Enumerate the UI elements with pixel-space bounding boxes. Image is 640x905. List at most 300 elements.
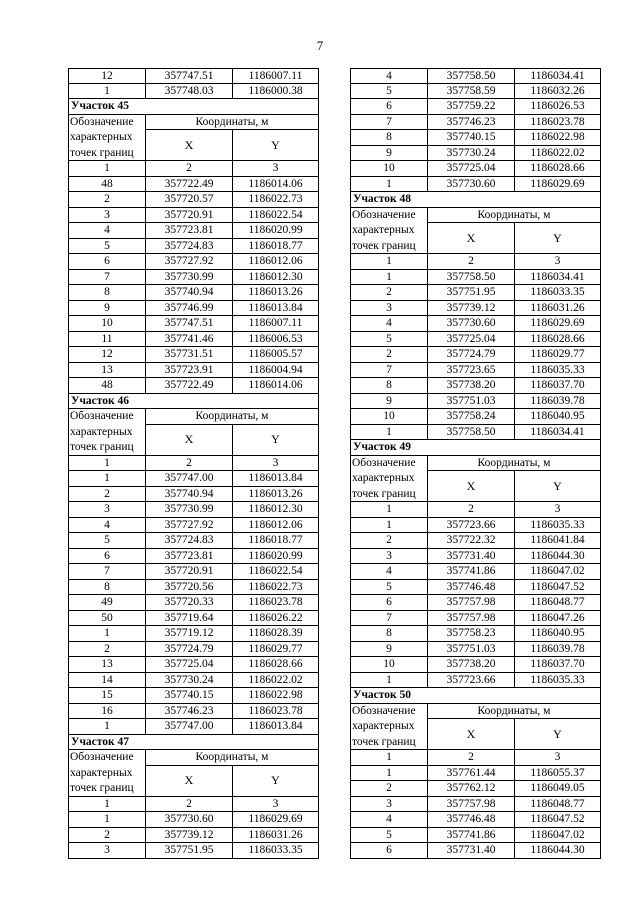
point-number: 3 bbox=[69, 208, 146, 223]
point-number: 1 bbox=[351, 518, 428, 533]
point-label-line: Обозначение bbox=[70, 751, 134, 763]
y-coordinate: 1186018.77 bbox=[248, 534, 303, 546]
table-row bbox=[68, 68, 319, 84]
table-row bbox=[68, 316, 319, 332]
point-number: 6 bbox=[351, 99, 428, 114]
point-number: 1 bbox=[351, 177, 428, 192]
x-coordinate: 357758.24 bbox=[428, 409, 515, 424]
point-number: 9 bbox=[69, 301, 146, 316]
table-row bbox=[350, 626, 601, 642]
y-coordinate: 1186039.78 bbox=[530, 642, 585, 655]
column-number: 2 bbox=[428, 254, 515, 269]
x-coordinate: 357747.00 bbox=[146, 719, 233, 734]
table-row bbox=[68, 502, 319, 518]
table-row bbox=[350, 115, 601, 131]
table-row bbox=[68, 332, 319, 348]
x-coordinate: 357725.04 bbox=[146, 657, 233, 672]
x-coordinate: 357746.48 bbox=[428, 812, 515, 827]
y-coordinate: 1186040.95 bbox=[530, 627, 585, 639]
y-coordinate: 1186047.02 bbox=[530, 828, 585, 841]
column-number-row bbox=[350, 254, 601, 270]
x-label: X bbox=[428, 223, 515, 253]
column-number: 3 bbox=[554, 751, 561, 763]
y-coordinate: 1186022.54 bbox=[248, 208, 303, 221]
point-number: 1 bbox=[351, 673, 428, 688]
table-row bbox=[350, 657, 601, 673]
x-label: X bbox=[428, 471, 515, 501]
y-coordinate: 1186035.33 bbox=[530, 673, 585, 686]
x-coordinate: 357757.98 bbox=[428, 595, 515, 610]
y-coordinate: 1186035.33 bbox=[530, 518, 585, 531]
table-row bbox=[350, 549, 601, 565]
table-row bbox=[68, 812, 319, 828]
column-number: 1 bbox=[69, 797, 146, 812]
x-coordinate: 357741.46 bbox=[146, 332, 233, 347]
point-number: 1 bbox=[69, 84, 146, 99]
y-coordinate: 1186013.84 bbox=[248, 301, 303, 314]
x-coordinate: 357739.12 bbox=[146, 828, 233, 843]
table-row bbox=[68, 84, 319, 100]
x-coordinate: 357761.44 bbox=[428, 766, 515, 781]
point-number: 4 bbox=[351, 69, 428, 83]
point-number: 8 bbox=[351, 378, 428, 393]
x-coordinate: 357730.60 bbox=[428, 177, 515, 192]
x-coordinate: 357724.83 bbox=[146, 239, 233, 254]
y-coordinate: 1186047.52 bbox=[530, 813, 585, 825]
point-number: 7 bbox=[351, 363, 428, 378]
y-coordinate: 1186022.98 bbox=[248, 689, 303, 701]
x-label: X bbox=[428, 719, 515, 749]
point-number: 3 bbox=[351, 301, 428, 316]
point-number: 48 bbox=[69, 378, 146, 393]
point-number: 4 bbox=[69, 223, 146, 238]
x-coordinate: 357746.23 bbox=[428, 115, 515, 130]
point-label-line: точек границ bbox=[352, 735, 416, 748]
y-coordinate: 1186028.66 bbox=[530, 332, 585, 345]
point-number: 6 bbox=[69, 254, 146, 269]
point-number: 9 bbox=[351, 394, 428, 409]
point-number: 7 bbox=[69, 270, 146, 285]
point-number: 5 bbox=[351, 580, 428, 595]
point-label-line: характерных bbox=[70, 425, 133, 438]
point-label-header bbox=[351, 456, 428, 502]
point-number: 48 bbox=[69, 177, 146, 192]
column-number: 2 bbox=[428, 502, 515, 517]
point-number: 8 bbox=[69, 580, 146, 595]
table-row bbox=[68, 688, 319, 704]
x-coordinate: 357730.60 bbox=[428, 316, 515, 331]
y-coordinate: 1186022.02 bbox=[530, 146, 585, 159]
y-coordinate: 1186041.84 bbox=[530, 534, 585, 546]
x-coordinate: 357746.48 bbox=[428, 580, 515, 595]
x-coordinate: 357738.20 bbox=[428, 657, 515, 672]
column-number-row bbox=[350, 750, 601, 766]
coords-header bbox=[428, 208, 600, 254]
x-label: X bbox=[146, 130, 233, 160]
point-number: 1 bbox=[351, 766, 428, 781]
y-coordinate: 1186034.41 bbox=[530, 70, 585, 82]
point-number: 1 bbox=[69, 812, 146, 827]
x-coordinate: 357723.81 bbox=[146, 223, 233, 238]
table-row bbox=[350, 285, 601, 301]
point-label-header bbox=[69, 409, 146, 455]
y-coordinate: 1186013.84 bbox=[248, 472, 303, 484]
y-coordinate: 1186040.95 bbox=[530, 410, 585, 422]
table-row bbox=[68, 270, 319, 286]
x-coordinate: 357720.56 bbox=[146, 580, 233, 595]
point-number: 2 bbox=[351, 781, 428, 796]
table-header bbox=[68, 409, 319, 456]
column-number: 2 bbox=[146, 797, 233, 812]
y-coordinate: 1186029.77 bbox=[530, 348, 585, 360]
y-coordinate: 1186037.70 bbox=[530, 658, 585, 670]
table-row bbox=[350, 394, 601, 410]
table-row bbox=[350, 378, 601, 394]
y-coordinate: 1186047.52 bbox=[530, 580, 585, 593]
point-label-line: характерных bbox=[70, 766, 133, 779]
point-number: 2 bbox=[69, 642, 146, 657]
point-number: 5 bbox=[351, 332, 428, 347]
x-coordinate: 357730.99 bbox=[146, 502, 233, 517]
point-number: 8 bbox=[351, 130, 428, 145]
x-coordinate: 357758.50 bbox=[428, 270, 515, 285]
column-number: 3 bbox=[272, 162, 279, 174]
point-label-line: Обозначение bbox=[352, 704, 416, 717]
section-title: Участок 46 bbox=[71, 394, 130, 407]
xy-header bbox=[428, 719, 600, 749]
y-coordinate: 1186022.54 bbox=[248, 565, 303, 577]
y-coordinate: 1186000.38 bbox=[248, 84, 303, 97]
y-coordinate: 1186055.37 bbox=[530, 766, 585, 779]
table-row bbox=[350, 146, 601, 162]
xy-header bbox=[428, 471, 600, 501]
x-coordinate: 357720.91 bbox=[146, 564, 233, 579]
point-number: 3 bbox=[69, 502, 146, 517]
column-number-row bbox=[350, 502, 601, 518]
x-coordinate: 357759.22 bbox=[428, 99, 515, 114]
column-number: 1 bbox=[69, 161, 146, 176]
y-coordinate: 1186029.69 bbox=[530, 317, 585, 329]
left-coordinates-table bbox=[68, 68, 319, 859]
point-label-header bbox=[351, 704, 428, 750]
y-coordinate: 1186026.22 bbox=[248, 611, 303, 624]
x-coordinate: 357724.79 bbox=[146, 642, 233, 657]
x-coordinate: 357719.64 bbox=[146, 611, 233, 626]
table-row bbox=[350, 84, 601, 100]
y-coordinate: 1186012.06 bbox=[248, 518, 303, 531]
coords-label: Координаты, м bbox=[428, 208, 600, 224]
point-number: 6 bbox=[351, 843, 428, 858]
x-coordinate: 357758.59 bbox=[428, 84, 515, 99]
table-row bbox=[68, 626, 319, 642]
point-number: 16 bbox=[69, 704, 146, 719]
y-coordinate: 1186028.66 bbox=[530, 162, 585, 174]
y-coordinate: 1186018.77 bbox=[248, 239, 303, 252]
table-row bbox=[350, 611, 601, 627]
column-number: 3 bbox=[272, 797, 279, 810]
point-label-line: точек границ bbox=[70, 441, 134, 453]
x-coordinate: 357719.12 bbox=[146, 626, 233, 641]
section-title-row bbox=[350, 192, 601, 208]
x-coordinate: 357730.60 bbox=[146, 812, 233, 827]
table-row bbox=[68, 487, 319, 503]
table-row bbox=[68, 657, 319, 673]
table-row bbox=[68, 828, 319, 844]
table-row bbox=[68, 363, 319, 379]
point-label-line: точек границ bbox=[70, 782, 134, 794]
x-coordinate: 357757.98 bbox=[428, 797, 515, 812]
y-coordinate: 1186029.69 bbox=[248, 813, 303, 825]
y-coordinate: 1186023.78 bbox=[248, 596, 303, 608]
point-number: 49 bbox=[69, 595, 146, 610]
section-title-row bbox=[350, 440, 601, 456]
point-number: 3 bbox=[351, 797, 428, 812]
x-coordinate: 357731.51 bbox=[146, 347, 233, 362]
point-number: 6 bbox=[69, 549, 146, 564]
point-number: 7 bbox=[351, 611, 428, 626]
x-coordinate: 357738.20 bbox=[428, 378, 515, 393]
x-coordinate: 357725.04 bbox=[428, 161, 515, 176]
x-coordinate: 357747.00 bbox=[146, 471, 233, 486]
x-coordinate: 357722.32 bbox=[428, 533, 515, 548]
point-number: 2 bbox=[351, 347, 428, 362]
xy-header bbox=[146, 425, 318, 455]
x-coordinate: 357740.94 bbox=[146, 487, 233, 502]
x-coordinate: 357730.24 bbox=[428, 146, 515, 161]
x-coordinate: 357740.15 bbox=[428, 130, 515, 145]
point-number: 10 bbox=[351, 657, 428, 672]
coords-header bbox=[146, 409, 318, 455]
point-number: 5 bbox=[69, 239, 146, 254]
column-number-row bbox=[68, 456, 319, 472]
point-label-line: Обозначение bbox=[352, 208, 416, 221]
x-coordinate: 357724.79 bbox=[428, 347, 515, 362]
x-coordinate: 357730.24 bbox=[146, 673, 233, 688]
y-label: Y bbox=[553, 230, 562, 245]
table-row bbox=[68, 285, 319, 301]
x-coordinate: 357751.95 bbox=[146, 843, 233, 858]
x-coordinate: 357758.50 bbox=[428, 425, 515, 440]
table-row bbox=[68, 580, 319, 596]
page-number: 7 bbox=[316, 38, 324, 53]
table-row bbox=[68, 595, 319, 611]
y-coordinate: 1186048.77 bbox=[530, 596, 585, 608]
point-number: 1 bbox=[351, 425, 428, 440]
point-number: 5 bbox=[351, 84, 428, 99]
x-coordinate: 357751.95 bbox=[428, 285, 515, 300]
x-coordinate: 357723.66 bbox=[428, 518, 515, 533]
x-coordinate: 357739.12 bbox=[428, 301, 515, 316]
table-row bbox=[68, 223, 319, 239]
point-label-line: характерных bbox=[70, 131, 133, 143]
x-coordinate: 357747.51 bbox=[146, 316, 233, 331]
table-row bbox=[350, 595, 601, 611]
table-row bbox=[350, 332, 601, 348]
table-row bbox=[68, 518, 319, 534]
column-number: 3 bbox=[554, 255, 561, 267]
table-row bbox=[350, 270, 601, 286]
point-number: 5 bbox=[69, 533, 146, 548]
y-coordinate: 1186026.53 bbox=[530, 100, 585, 112]
point-label-line: точек границ bbox=[352, 239, 416, 252]
x-coordinate: 357730.99 bbox=[146, 270, 233, 285]
table-row bbox=[350, 161, 601, 177]
column-number: 2 bbox=[146, 161, 233, 176]
y-label: Y bbox=[271, 432, 280, 446]
table-header bbox=[350, 456, 601, 503]
table-row bbox=[68, 378, 319, 394]
y-coordinate: 1186006.53 bbox=[248, 332, 303, 345]
column-number: 1 bbox=[351, 254, 428, 269]
table-row bbox=[68, 301, 319, 317]
y-coordinate: 1186033.35 bbox=[530, 286, 585, 298]
point-number: 10 bbox=[69, 316, 146, 331]
section-title-row bbox=[68, 394, 319, 410]
y-label: Y bbox=[553, 726, 562, 741]
point-number: 2 bbox=[351, 533, 428, 548]
point-number: 7 bbox=[351, 115, 428, 130]
y-coordinate: 1186022.98 bbox=[530, 131, 585, 143]
point-label-header bbox=[351, 208, 428, 254]
point-number: 1 bbox=[351, 270, 428, 285]
column-number: 1 bbox=[351, 750, 428, 765]
table-row bbox=[68, 347, 319, 363]
table-row bbox=[68, 239, 319, 255]
point-label-line: Обозначение bbox=[70, 410, 134, 422]
y-label: Y bbox=[271, 773, 280, 787]
y-coordinate: 1186007.11 bbox=[248, 70, 303, 82]
x-coordinate: 357723.65 bbox=[428, 363, 515, 378]
y-coordinate: 1186023.78 bbox=[530, 115, 585, 128]
y-coordinate: 1186012.06 bbox=[248, 255, 303, 267]
point-label-line: характерных bbox=[352, 224, 415, 236]
y-coordinate: 1186020.99 bbox=[248, 549, 303, 562]
section-title: Участок 49 bbox=[353, 441, 412, 453]
point-label-line: точек границ bbox=[70, 146, 134, 159]
table-row bbox=[350, 533, 601, 549]
y-coordinate: 1186032.26 bbox=[530, 84, 585, 97]
table-row bbox=[350, 409, 601, 425]
point-label-line: Обозначение bbox=[352, 456, 416, 469]
point-number: 6 bbox=[351, 595, 428, 610]
x-coordinate: 357746.23 bbox=[146, 704, 233, 719]
point-number: 3 bbox=[351, 549, 428, 564]
y-coordinate: 1186034.41 bbox=[530, 425, 585, 438]
table-row bbox=[350, 766, 601, 782]
point-number: 8 bbox=[351, 626, 428, 641]
y-coordinate: 1186035.33 bbox=[530, 363, 585, 376]
table-row bbox=[68, 549, 319, 565]
table-row bbox=[350, 843, 601, 859]
x-coordinate: 357747.51 bbox=[146, 69, 233, 83]
x-coordinate: 357741.86 bbox=[428, 564, 515, 579]
y-coordinate: 1186022.02 bbox=[248, 673, 303, 686]
x-coordinate: 357746.99 bbox=[146, 301, 233, 316]
point-label-line: точек границ bbox=[352, 487, 416, 500]
y-coordinate: 1186048.77 bbox=[530, 797, 585, 810]
table-header bbox=[68, 750, 319, 797]
table-row bbox=[350, 642, 601, 658]
point-number: 4 bbox=[351, 316, 428, 331]
y-coordinate: 1186013.26 bbox=[248, 487, 303, 500]
column-number: 1 bbox=[351, 502, 428, 517]
x-coordinate: 357751.03 bbox=[428, 642, 515, 657]
x-coordinate: 357731.40 bbox=[428, 549, 515, 564]
table-row bbox=[350, 812, 601, 828]
y-coordinate: 1186023.78 bbox=[248, 704, 303, 717]
y-coordinate: 1186022.73 bbox=[248, 580, 303, 593]
y-coordinate: 1186007.11 bbox=[248, 317, 303, 329]
table-row bbox=[350, 99, 601, 115]
x-coordinate: 357720.91 bbox=[146, 208, 233, 223]
right-coordinates-table bbox=[350, 68, 601, 859]
table-row bbox=[350, 425, 601, 441]
x-coordinate: 357757.98 bbox=[428, 611, 515, 626]
y-coordinate: 1186012.30 bbox=[248, 270, 303, 283]
x-coordinate: 357751.03 bbox=[428, 394, 515, 409]
point-number: 13 bbox=[69, 657, 146, 672]
point-number: 15 bbox=[69, 688, 146, 703]
table-row bbox=[350, 580, 601, 596]
point-label-line: характерных bbox=[352, 720, 415, 732]
x-coordinate: 357725.04 bbox=[428, 332, 515, 347]
table-header bbox=[350, 704, 601, 751]
x-coordinate: 357727.92 bbox=[146, 518, 233, 533]
x-coordinate: 357740.94 bbox=[146, 285, 233, 300]
coords-label: Координаты, м bbox=[428, 704, 600, 720]
point-number: 12 bbox=[69, 347, 146, 362]
table-row bbox=[350, 363, 601, 379]
table-row bbox=[350, 68, 601, 84]
y-coordinate: 1186020.99 bbox=[248, 224, 303, 236]
point-number: 7 bbox=[69, 564, 146, 579]
table-row bbox=[68, 673, 319, 689]
point-number: 2 bbox=[69, 192, 146, 207]
y-coordinate: 1186013.26 bbox=[248, 286, 303, 298]
column-number: 1 bbox=[69, 456, 146, 471]
y-coordinate: 1186029.69 bbox=[530, 177, 585, 190]
point-number: 10 bbox=[351, 409, 428, 424]
point-number: 9 bbox=[351, 146, 428, 161]
y-coordinate: 1186031.26 bbox=[530, 301, 585, 314]
table-row bbox=[350, 673, 601, 689]
table-row bbox=[350, 347, 601, 363]
point-number: 10 bbox=[351, 161, 428, 176]
point-number: 9 bbox=[351, 642, 428, 657]
coords-label: Координаты, м bbox=[146, 750, 318, 766]
y-coordinate: 1186005.57 bbox=[248, 348, 303, 360]
point-number: 1 bbox=[69, 471, 146, 486]
x-coordinate: 357758.50 bbox=[428, 69, 515, 83]
table-row bbox=[68, 192, 319, 208]
table-row bbox=[68, 611, 319, 627]
y-coordinate: 1186031.26 bbox=[248, 828, 303, 841]
y-coordinate: 1186029.77 bbox=[248, 642, 303, 655]
table-row bbox=[68, 254, 319, 270]
y-coordinate: 1186037.70 bbox=[530, 379, 585, 391]
y-coordinate: 1186022.73 bbox=[248, 193, 303, 205]
xy-header bbox=[146, 130, 318, 160]
x-label: X bbox=[146, 766, 233, 796]
coords-label: Координаты, м bbox=[428, 456, 600, 472]
point-label-header bbox=[69, 115, 146, 161]
column-number: 2 bbox=[428, 750, 515, 765]
table-row bbox=[350, 518, 601, 534]
x-coordinate: 357731.40 bbox=[428, 843, 515, 858]
coords-label: Координаты, м bbox=[146, 115, 318, 131]
column-number: 2 bbox=[146, 456, 233, 471]
x-coordinate: 357724.83 bbox=[146, 533, 233, 548]
